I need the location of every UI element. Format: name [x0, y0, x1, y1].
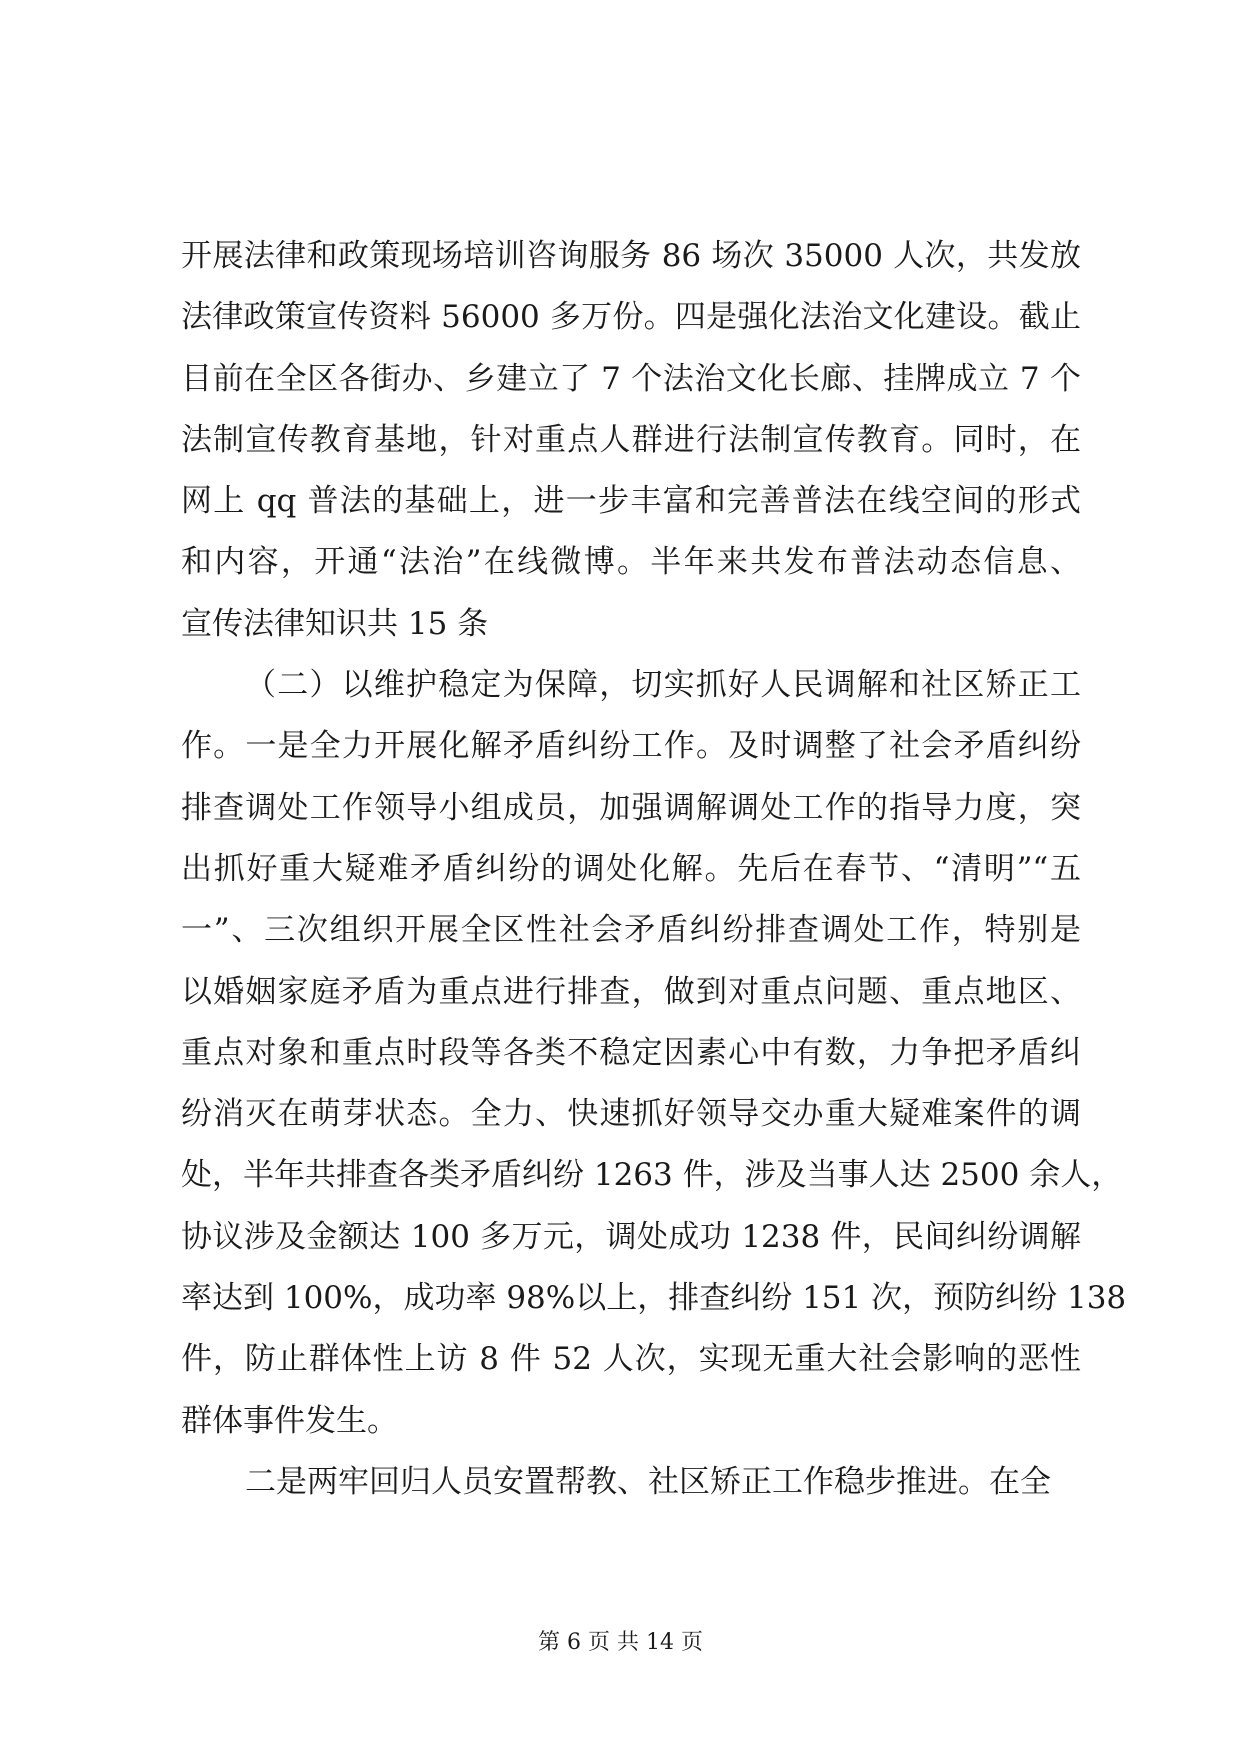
text-line: 出抓好重大疑难矛盾纠纷的调处化解。先后在春节、“清明”“五: [181, 850, 1081, 887]
text-line: 目前在全区各街办、乡建立了 7 个法治文化长廊、挂牌成立 7 个: [181, 360, 1081, 397]
text-line: 件，防止群体性上访 8 件 52 人次，实现无重大社会影响的恶性: [181, 1341, 1081, 1378]
page-indicator: 第 6 页 共 14 页: [538, 1630, 703, 1655]
text-line: 协议涉及金额达 100 多万元，调处成功 1238 件，民间纠纷调解: [181, 1218, 1081, 1255]
text-line: 网上 qq 普法的基础上，进一步丰富和完善普法在线空间的形式: [181, 483, 1081, 520]
text-line: 重点对象和重点时段等各类不稳定因素心中有数，力争把矛盾纠: [181, 1034, 1081, 1071]
text-line: 群体事件发生。: [181, 1402, 398, 1439]
text-line: 法律政策宣传资料 56000 多万份。四是强化法治文化建设。截止: [181, 299, 1081, 336]
text-line: 宣传法律知识共 15 条: [181, 605, 489, 642]
text-line: 开展法律和政策现场培训咨询服务 86 场次 35000 人次，共发放: [181, 238, 1081, 274]
document-body: [181, 226, 1127, 1513]
text-line: 纷消灭在萌芽状态。全力、快速抓好领导交办重大疑难案件的调: [181, 1096, 1081, 1133]
text-line: 作。一是全力开展化解矛盾纠纷工作。及时调整了社会矛盾纠纷: [181, 728, 1081, 765]
text-line: 处，半年共排查各类矛盾纠纷 1263 件，涉及当事人达 2500 余人，: [181, 1157, 1123, 1194]
text-line: 以婚姻家庭矛盾为重点进行排查，做到对重点问题、重点地区、: [181, 973, 1081, 1010]
text-line: 一”、三次组织开展全区性社会矛盾纠纷排查调处工作，特别是: [181, 912, 1081, 949]
text-line: 法制宣传教育基地，针对重点人群进行法制宣传教育。同时，在: [181, 421, 1081, 458]
text-line: 排查调处工作领导小组成员，加强调解调处工作的指导力度，突: [181, 789, 1081, 826]
paragraph-heading-line: （二）以维护稳定为保障，切实抓好人民调解和社区矫正工: [245, 667, 1081, 704]
page-footer: [0, 1628, 1241, 1658]
text-line: 率达到 100%，成功率 98%以上，排查纠纷 151 次，预防纠纷 138: [181, 1280, 1127, 1317]
text-line: 二是两牢回归人员安置帮教、社区矫正工作稳步推进。在全: [245, 1463, 1051, 1500]
text-line: 和内容，开通“法治”在线微博。半年来共发布普法动态信息、: [181, 544, 1081, 581]
